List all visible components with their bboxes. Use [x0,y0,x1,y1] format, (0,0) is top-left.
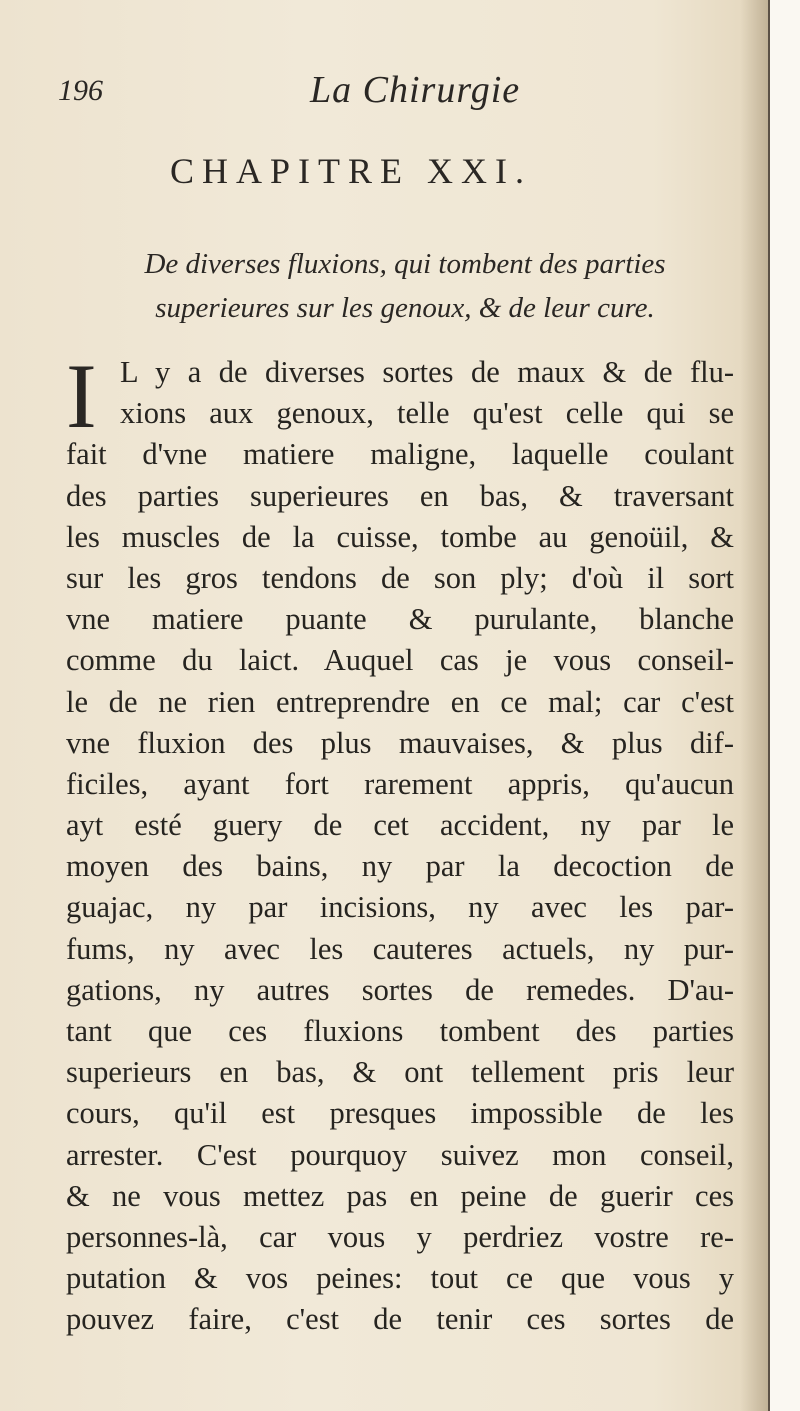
text-line: des parties superieures en bas, & traversant [66,478,734,513]
text-line: moyen des bains, ny par la decoction de [66,849,734,884]
text-line: le de ne rien entreprendre en ce mal; car c'est [66,684,734,719]
page-number: 196 [58,74,103,107]
text-line: fait d'vne matiere maligne, laquelle coulant [66,437,734,472]
text-line: arrester. C'est pourquoy suivez mon conseil, [66,1137,734,1172]
text-line: L y a de diverses sortes de maux & de flu- [120,355,734,389]
text-line: putation & vos peines: tout ce que vous y [66,1261,734,1296]
text-line: pouvez faire, c'est de tenir ces sortes de [66,1302,734,1337]
page-edge-shadow [740,0,768,1411]
text-line: superieurs en bas, & ont tellement pris leur [66,1055,734,1090]
chapter-subtitle [60,242,750,330]
text-line: ayt esté guery de cet accident, ny par le [66,808,734,843]
text-line: les muscles de la cuisse, tombe au genoüil, & [66,519,734,554]
chapter-subtitle-line: De diverses fluxions, qui tombent des parties [144,248,666,280]
facing-page-edge [768,0,800,1411]
text-line: fums, ny avec les cauteres actuels, ny pur- [66,931,734,966]
chapter-heading: CHAPITRE XXI. [170,151,532,191]
body-text [66,345,734,1341]
running-title: La Chirurgie [310,69,521,111]
text-line: & ne vous mettez pas en peine de guerir ces [66,1178,734,1213]
text-line: ficiles, ayant fort rarement appris, qu'aucun [66,766,734,801]
running-head [0,68,768,118]
text-line: vne fluxion des plus mauvaises, & plus dif- [66,725,734,760]
text-line: vne matiere puante & purulante, blanche [66,602,734,637]
text-line: cours, qu'il est presques impossible de les [66,1096,734,1131]
text-line: comme du laict. Auquel cas je vous conseil- [66,643,734,678]
text-line: xions aux genoux, telle qu'est celle qui se [120,396,734,431]
text-line: guajac, ny par incisions, ny avec les par- [66,890,734,925]
drop-capital: I [66,345,97,447]
text-line: sur les gros tendons de son ply; d'où il sort [66,560,734,595]
text-line: tant que ces fluxions tombent des parties [66,1014,734,1048]
chapter-subtitle-line: superieures sur les genoux, & de leur cure. [155,292,655,324]
text-line: personnes-là, car vous y perdriez vostre re- [66,1219,734,1254]
text-line: gations, ny autres sortes de remedes. D'au- [66,972,734,1007]
